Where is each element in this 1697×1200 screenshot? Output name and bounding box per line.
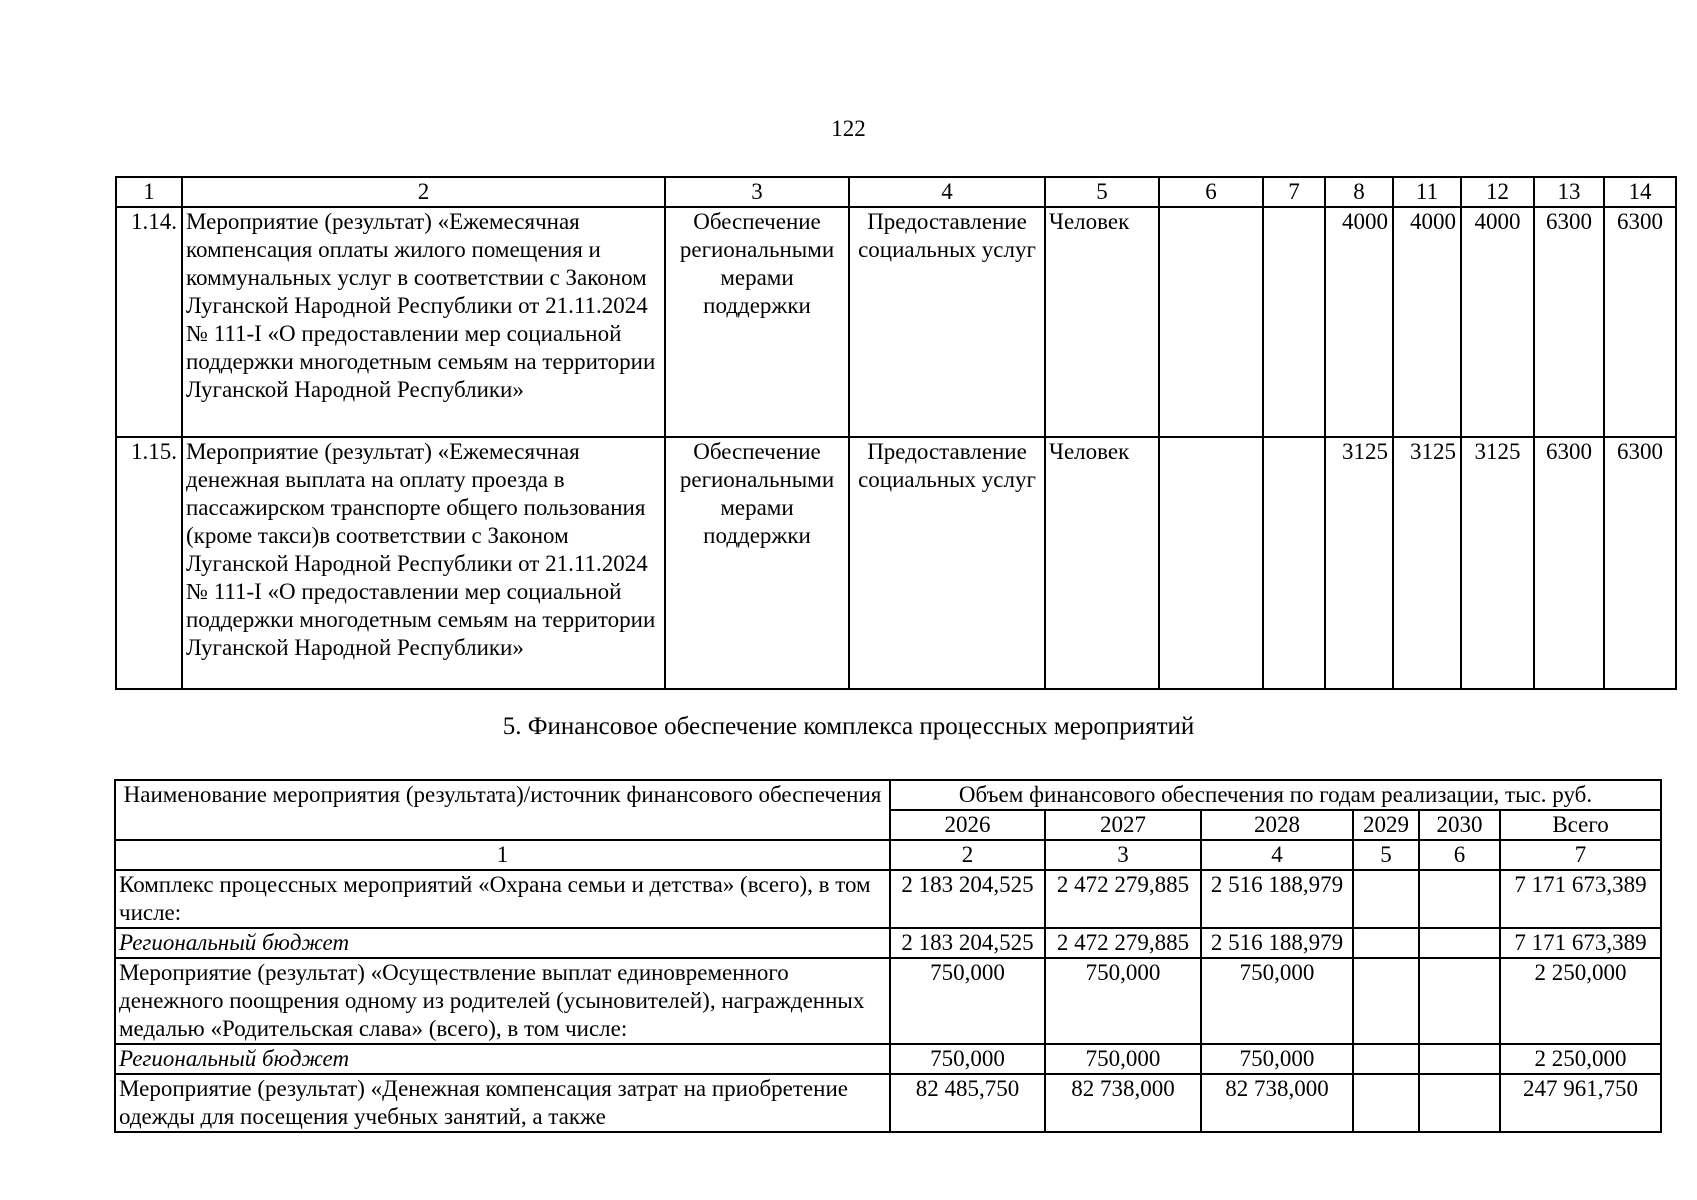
cell-8: 4000 xyxy=(1325,207,1393,437)
cell-7 xyxy=(1263,207,1325,437)
year-2027: 2027 xyxy=(1045,810,1201,840)
table-row xyxy=(115,1044,1661,1074)
page-number: 122 xyxy=(831,116,866,141)
value-2027: 750,000 xyxy=(1045,1044,1201,1074)
value-total: 2 250,000 xyxy=(1500,1044,1661,1074)
column-number: 14 xyxy=(1604,177,1676,207)
value-2029 xyxy=(1353,1044,1419,1074)
value-2026: 2 183 204,525 xyxy=(890,928,1045,958)
column-number: 11 xyxy=(1393,177,1461,207)
value-total: 7 171 673,389 xyxy=(1500,928,1661,958)
value-2027: 2 472 279,885 xyxy=(1045,928,1201,958)
year-2030: 2030 xyxy=(1419,810,1500,840)
column-number: 4 xyxy=(849,177,1045,207)
column-number: 5 xyxy=(1045,177,1159,207)
column-number: 8 xyxy=(1325,177,1393,207)
financing-item-name: Комплекс процессных мероприятий «Охрана семьи и детства» (всего), в том числе: xyxy=(115,870,890,928)
section-title: 5. Финансовое обеспечение комплекса процессных мероприятий xyxy=(502,713,1195,740)
column-number: 13 xyxy=(1534,177,1604,207)
financing-colnum-row xyxy=(115,840,1661,870)
measure-unit: Человек xyxy=(1045,437,1159,689)
value-2029 xyxy=(1353,870,1419,928)
value-2027: 2 472 279,885 xyxy=(1045,870,1201,928)
value-2026: 750,000 xyxy=(890,1044,1045,1074)
financing-item-name: Мероприятие (результат) «Осуществление выплат единовременного денежного поощрения одному из родителей (усыновителей), награжденных медалью «Родительская слава» (всего), в том числе: xyxy=(115,958,890,1044)
value-2027: 750,000 xyxy=(1045,958,1201,1044)
cell-13: 6300 xyxy=(1534,207,1604,437)
column-number: 1 xyxy=(116,177,182,207)
column-number: 2 xyxy=(890,840,1045,870)
financing-source-name: Региональный бюджет xyxy=(115,928,890,958)
cell-14: 6300 xyxy=(1604,207,1676,437)
cell-7 xyxy=(1263,437,1325,689)
cell-12: 3125 xyxy=(1461,437,1534,689)
table-row xyxy=(116,437,1676,689)
value-2028: 750,000 xyxy=(1201,1044,1353,1074)
cell-6 xyxy=(1159,207,1263,437)
measure-type: Обеспечение региональными мерами поддержки xyxy=(665,437,849,689)
value-2028: 2 516 188,979 xyxy=(1201,870,1353,928)
column-number: 1 xyxy=(115,840,890,870)
column-number: 5 xyxy=(1353,840,1419,870)
cell-11: 3125 xyxy=(1393,437,1461,689)
measure-type: Обеспечение региональными мерами поддержки xyxy=(665,207,849,437)
column-number: 6 xyxy=(1159,177,1263,207)
value-2028: 82 738,000 xyxy=(1201,1074,1353,1132)
year-2026: 2026 xyxy=(890,810,1045,840)
year-2028: 2028 xyxy=(1201,810,1353,840)
table-row xyxy=(115,958,1661,1044)
value-2026: 750,000 xyxy=(890,958,1045,1044)
year-total: Всего xyxy=(1500,810,1661,840)
column-number: 3 xyxy=(1045,840,1201,870)
value-total: 247 961,750 xyxy=(1500,1074,1661,1132)
financing-item-name: Мероприятие (результат) «Денежная компенсация затрат на приобретение одежды для посещения учебных занятий, а также xyxy=(115,1074,890,1132)
value-2027: 82 738,000 xyxy=(1045,1074,1201,1132)
table-header-row xyxy=(116,177,1676,207)
header-name: Наименование мероприятия (результата)/источник финансового обеспечения xyxy=(115,780,890,840)
measures-table xyxy=(115,176,1677,690)
financing-table xyxy=(114,779,1662,1133)
header-volume: Объем финансового обеспечения по годам реализации, тыс. руб. xyxy=(890,780,1661,810)
financing-header-row xyxy=(115,780,1661,810)
row-number: 1.14. xyxy=(116,207,182,437)
value-2030 xyxy=(1419,1074,1500,1132)
value-2026: 82 485,750 xyxy=(890,1074,1045,1132)
column-number: 2 xyxy=(182,177,665,207)
measure-name: Мероприятие (результат) «Ежемесячная компенсация оплаты жилого помещения и коммунальных услуг в соответствии с Законом Луганской Народной Республики от 21.11.2024 № 111-I «О предоставлении мер социальной поддержки многодетным семьям на территории Луганской Народной Республики» xyxy=(182,207,665,437)
value-2030 xyxy=(1419,958,1500,1044)
table-row xyxy=(116,207,1676,437)
measure-unit: Человек xyxy=(1045,207,1159,437)
cell-8: 3125 xyxy=(1325,437,1393,689)
column-number: 4 xyxy=(1201,840,1353,870)
measure-kind: Предоставление социальных услуг xyxy=(849,437,1045,689)
column-number: 7 xyxy=(1263,177,1325,207)
table-row xyxy=(115,928,1661,958)
financing-source-name: Региональный бюджет xyxy=(115,1044,890,1074)
value-2028: 2 516 188,979 xyxy=(1201,928,1353,958)
value-2029 xyxy=(1353,928,1419,958)
column-number: 3 xyxy=(665,177,849,207)
column-number: 7 xyxy=(1500,840,1661,870)
year-2029: 2029 xyxy=(1353,810,1419,840)
table-row xyxy=(115,1074,1661,1132)
value-2030 xyxy=(1419,1044,1500,1074)
table-row xyxy=(115,870,1661,928)
value-total: 7 171 673,389 xyxy=(1500,870,1661,928)
value-2026: 2 183 204,525 xyxy=(890,870,1045,928)
cell-12: 4000 xyxy=(1461,207,1534,437)
column-number: 12 xyxy=(1461,177,1534,207)
value-2029 xyxy=(1353,1074,1419,1132)
cell-11: 4000 xyxy=(1393,207,1461,437)
cell-6 xyxy=(1159,437,1263,689)
column-number: 6 xyxy=(1419,840,1500,870)
value-2030 xyxy=(1419,928,1500,958)
value-2030 xyxy=(1419,870,1500,928)
measure-kind: Предоставление социальных услуг xyxy=(849,207,1045,437)
measure-name: Мероприятие (результат) «Ежемесячная денежная выплата на оплату проезда в пассажирском транспорте общего пользования (кроме такси)в соответствии с Законом Луганской Народной Республики от 21.11.2024 № 111-I «О предоставлении мер социальной поддержки многодетным семьям на территории Луганской Народной Республики» xyxy=(182,437,665,689)
row-number: 1.15. xyxy=(116,437,182,689)
value-total: 2 250,000 xyxy=(1500,958,1661,1044)
cell-13: 6300 xyxy=(1534,437,1604,689)
value-2029 xyxy=(1353,958,1419,1044)
cell-14: 6300 xyxy=(1604,437,1676,689)
value-2028: 750,000 xyxy=(1201,958,1353,1044)
